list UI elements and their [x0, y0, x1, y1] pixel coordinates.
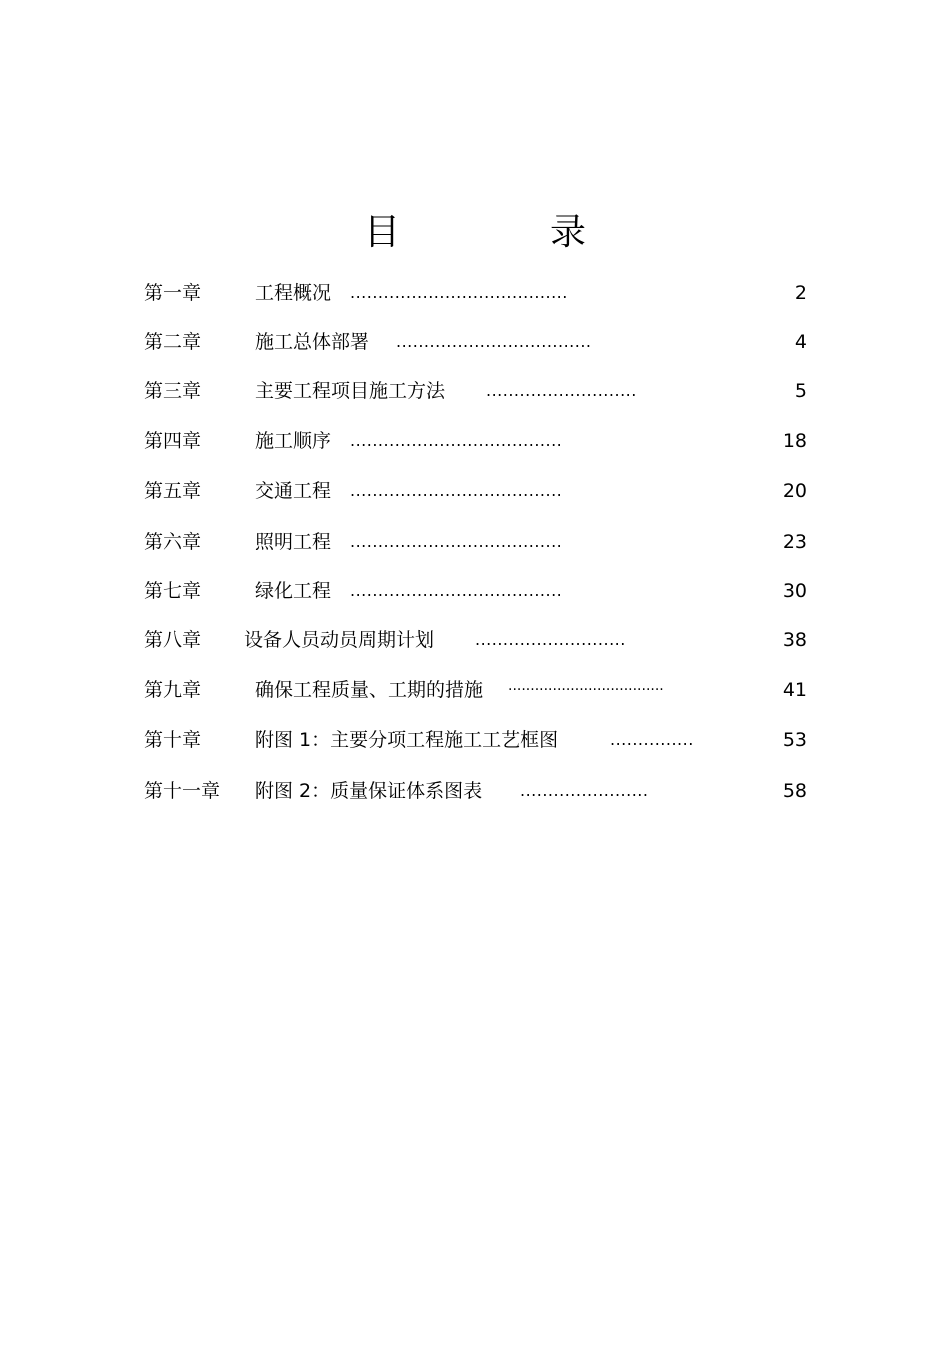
toc-leader-dots: ...................................... — [350, 431, 563, 450]
toc-entry[interactable] — [0, 476, 950, 506]
toc-chapter-label: 第五章 — [144, 480, 202, 502]
toc-entry-title: 主要工程项目施工方法 — [255, 380, 446, 402]
toc-page-number: 41 — [782, 679, 807, 701]
toc-entry-title: 施工顺序 — [255, 430, 332, 452]
toc-leader-dots: ....................................... — [350, 283, 568, 302]
toc-entry-title: 交通工程 — [255, 480, 332, 502]
toc-leader-dots: ...................................... — [350, 581, 563, 600]
toc-entry-title: 附图 1：主要分项工程施工工艺框图 — [255, 729, 559, 751]
toc-entry[interactable] — [0, 725, 950, 755]
toc-leader-dots: ........................... — [486, 381, 637, 400]
toc-entry[interactable] — [0, 327, 950, 357]
toc-leader-dots: ··································· — [508, 682, 664, 698]
toc-page-number: 23 — [782, 531, 807, 553]
toc-entry-title: 工程概况 — [255, 282, 332, 304]
toc-entry-title: 施工总体部署 — [255, 331, 370, 353]
toc-page-number: 58 — [782, 780, 807, 802]
toc-page-number: 20 — [782, 480, 807, 502]
toc-page-number: 2 — [794, 282, 807, 304]
toc-page-number: 30 — [782, 580, 807, 602]
toc-entry-title: 绿化工程 — [255, 580, 332, 602]
toc-chapter-label: 第十章 — [144, 729, 202, 751]
toc-leader-dots: ........................... — [475, 630, 626, 649]
toc-entry-title: 设备人员动员周期计划 — [244, 629, 435, 651]
toc-entry[interactable] — [0, 426, 950, 456]
toc-heading-char: 录 — [550, 212, 587, 253]
toc-chapter-label: 第八章 — [144, 629, 202, 651]
toc-chapter-label: 第七章 — [144, 580, 202, 602]
toc-chapter-label: 第四章 — [144, 430, 202, 452]
toc-leader-dots: ................................... — [396, 332, 592, 351]
toc-leader-dots: ....................... — [520, 781, 649, 800]
toc-chapter-label: 第六章 — [144, 531, 202, 553]
toc-entry[interactable] — [0, 776, 950, 806]
toc-entry-title: 附图 2：质量保证体系图表 — [255, 780, 483, 802]
toc-entry[interactable] — [0, 527, 950, 557]
toc-leader-dots: ...................................... — [350, 532, 563, 551]
toc-page-number: 38 — [782, 629, 807, 651]
toc-chapter-label: 第九章 — [144, 679, 202, 701]
toc-chapter-label: 第一章 — [144, 282, 202, 304]
toc-entry[interactable] — [0, 675, 950, 705]
toc-page-number: 53 — [782, 729, 807, 751]
toc-page-number: 18 — [782, 430, 807, 452]
toc-entry-title: 确保工程质量、工期的措施 — [255, 679, 484, 701]
toc-chapter-label: 第十一章 — [144, 780, 221, 802]
toc-page-number: 4 — [794, 331, 807, 353]
toc-entry[interactable] — [0, 576, 950, 606]
toc-leader-dots: ............... — [610, 730, 694, 749]
toc-chapter-label: 第三章 — [144, 380, 202, 402]
toc-page-number: 5 — [794, 380, 807, 402]
toc-entry-title: 照明工程 — [255, 531, 332, 553]
toc-leader-dots: ...................................... — [350, 481, 563, 500]
toc-chapter-label: 第二章 — [144, 331, 202, 353]
toc-heading-char: 目 — [363, 212, 400, 253]
toc-entry[interactable] — [0, 625, 950, 655]
toc-entry[interactable] — [0, 278, 950, 308]
toc-entry[interactable] — [0, 376, 950, 406]
